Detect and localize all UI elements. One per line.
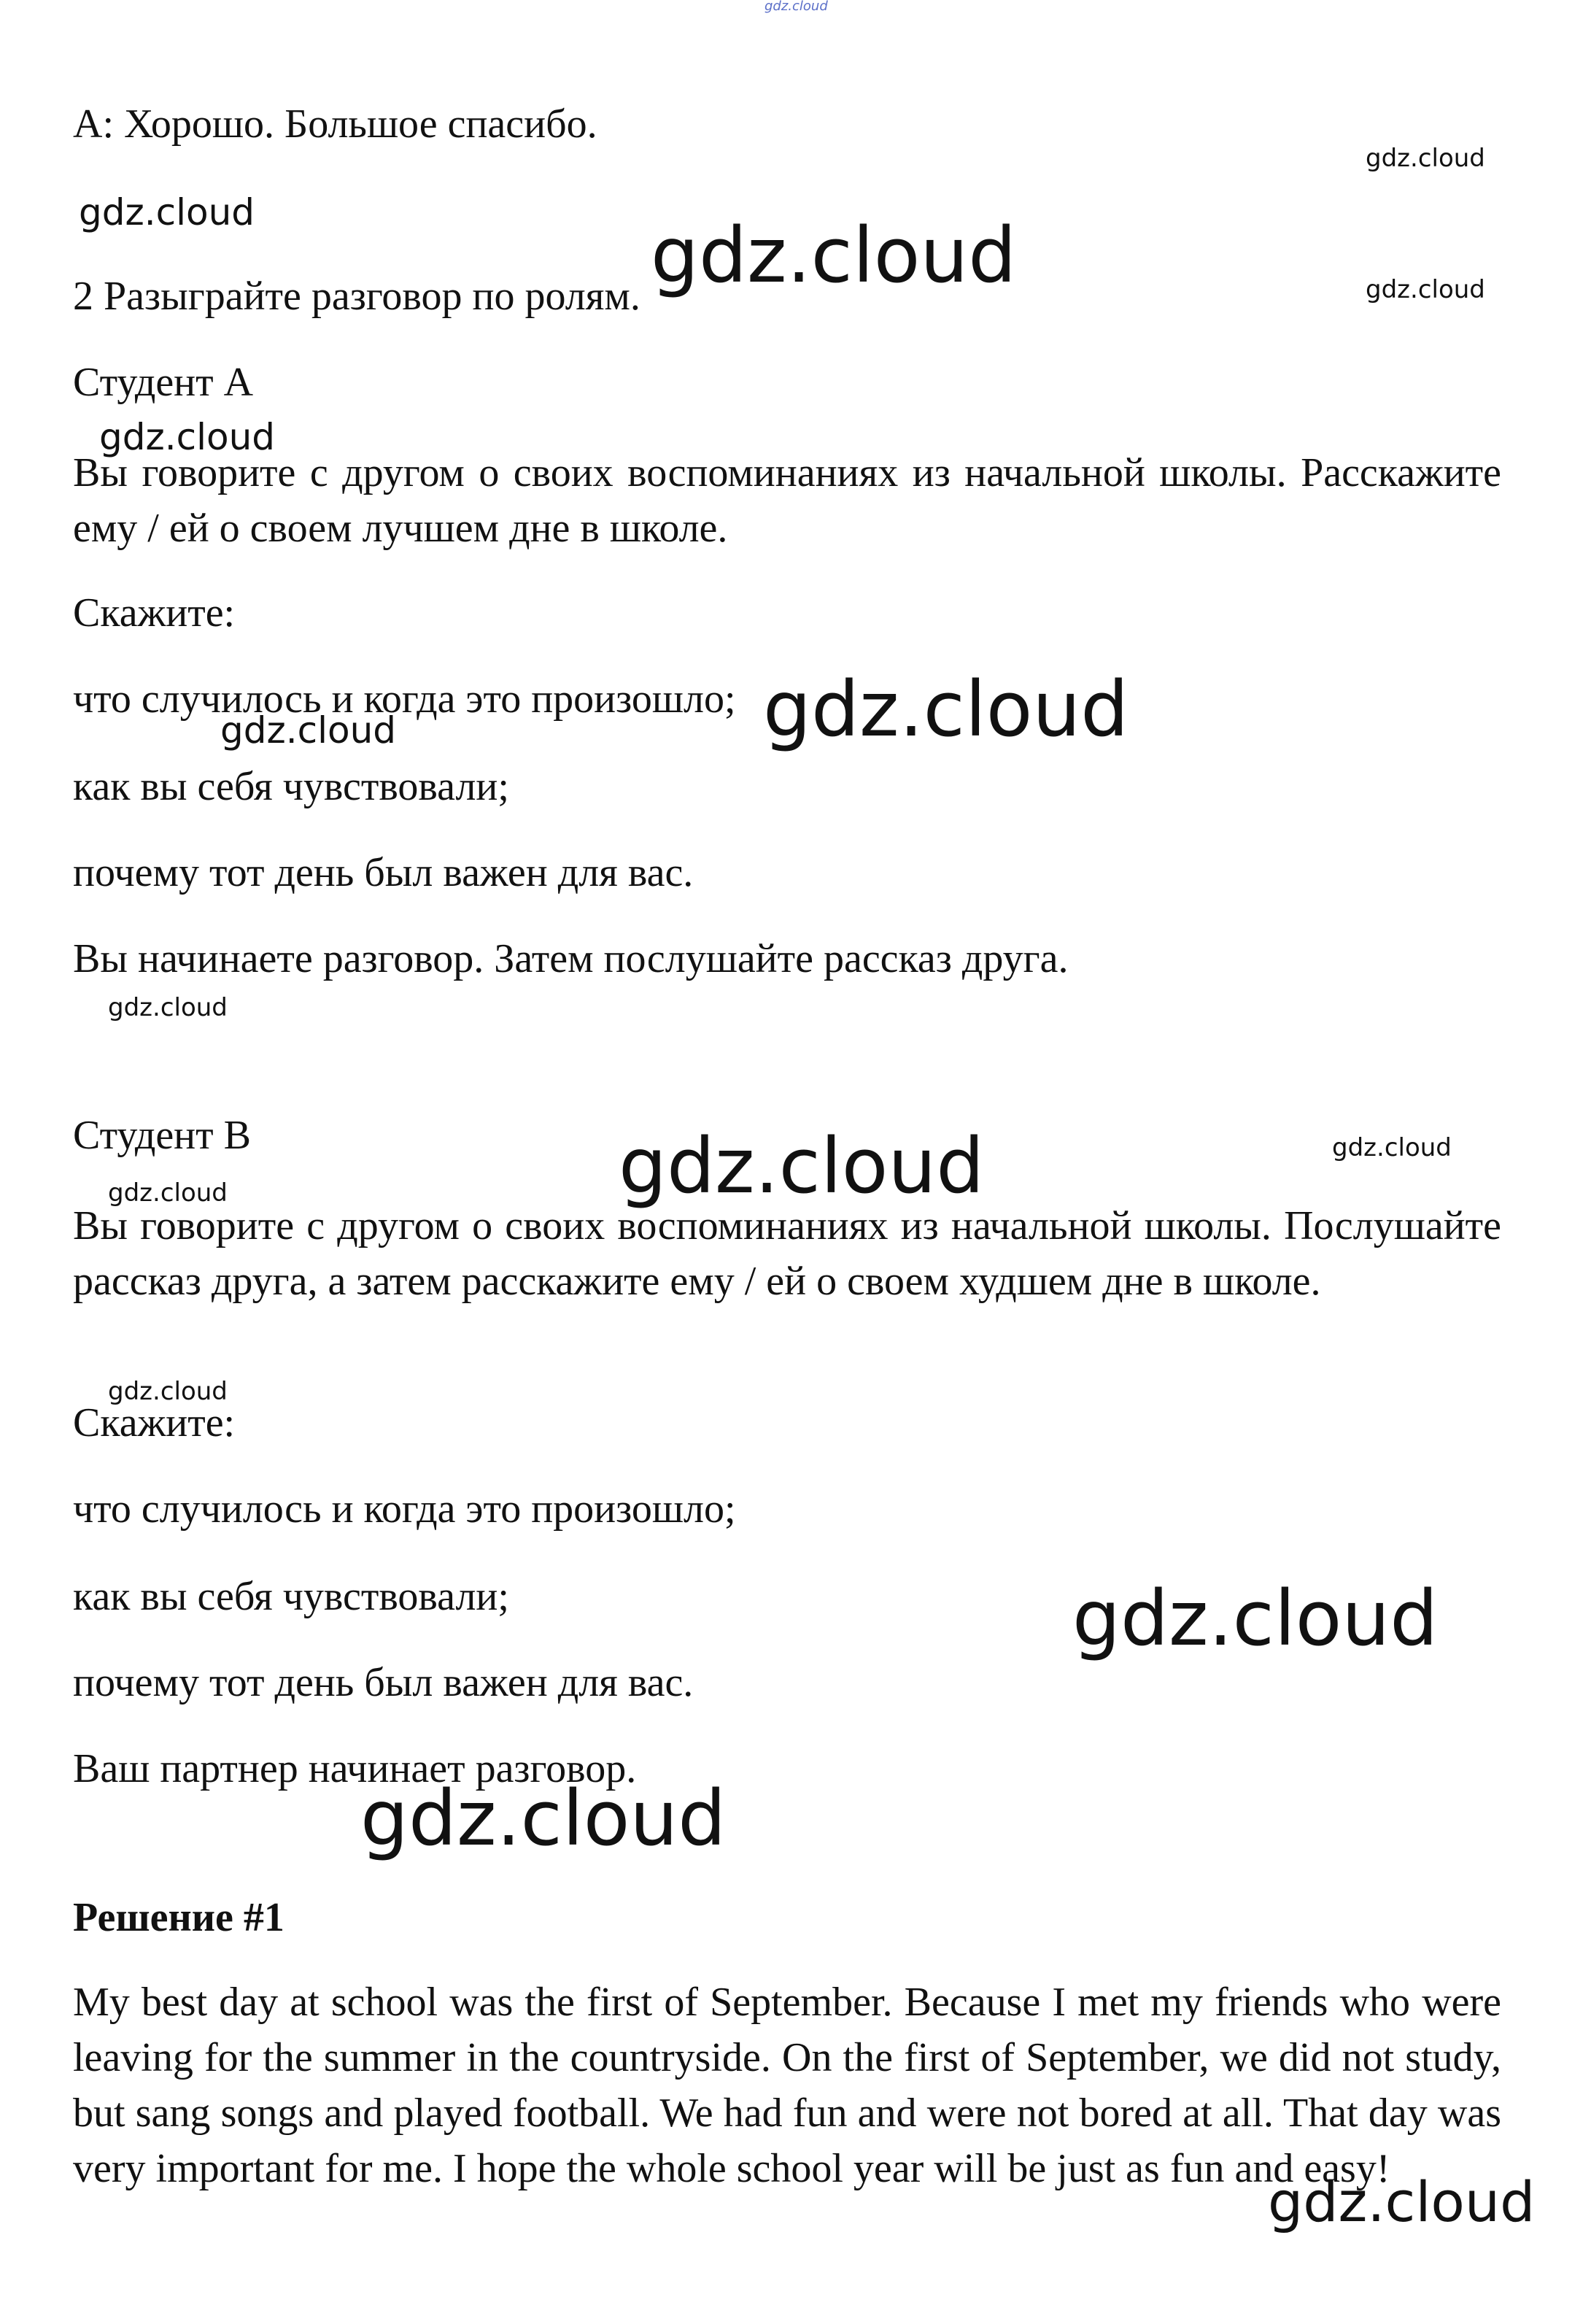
watermark: gdz.cloud [220, 709, 397, 752]
student-a-say-label: Скажите: [73, 590, 236, 636]
watermark: gdz.cloud [108, 993, 228, 1022]
solution-text: My best day at school was the first of September. Because I met my friends who were leaving for the summer in the countryside. On the first of September, we did not study, but sang songs and played football. We had fun and were not bored at all. That day was very important for me. I hope the whole school year will be just as fun and easy! [73, 1980, 1501, 2191]
watermark: gdz.cloud [651, 211, 1017, 300]
watermark: gdz.cloud [1366, 144, 1485, 173]
watermark: gdz.cloud [360, 1774, 727, 1863]
student-b-point-1: что случилось и когда это произошло; [73, 1486, 736, 1532]
task-heading: 2 Разыграйте разговор по ролям. [73, 274, 640, 319]
dialogue-line-a: А: Хорошо. Большое спасибо. [73, 101, 597, 147]
watermark: gdz.cloud [108, 1377, 228, 1406]
header-watermark: gdz.cloud [764, 0, 828, 14]
student-b-point-2: как вы себя чувствовали; [73, 1574, 509, 1619]
student-a-point-3: почему тот день был важен для вас. [73, 850, 694, 895]
watermark: gdz.cloud [79, 191, 255, 233]
student-b-start-note: Ваш партнер начинает разговор. [73, 1746, 637, 1791]
watermark: gdz.cloud [1366, 275, 1485, 304]
student-b-say-label: Скажите: [73, 1400, 236, 1445]
student-a-heading: Студент А [73, 360, 254, 405]
watermark: gdz.cloud [99, 416, 276, 458]
solution-heading: Решение #1 [73, 1895, 284, 1940]
watermark: gdz.cloud [1268, 2169, 1536, 2234]
watermark: gdz.cloud [619, 1122, 985, 1211]
student-b-point-3: почему тот день был важен для вас. [73, 1660, 694, 1705]
student-a-point-1: что случилось и когда это произошло; [73, 676, 736, 722]
student-a-point-2: как вы себя чувствовали; [73, 764, 509, 809]
student-a-start-note: Вы начинаете разговор. Затем послушайте рассказ друга. [73, 936, 1069, 981]
watermark: gdz.cloud [763, 665, 1129, 754]
student-a-instructions: Вы говорите с другом о своих воспоминаниях из начальной школы. Расскажите ему / ей о своем лучшем дне в школе. [73, 450, 1501, 551]
watermark: gdz.cloud [1332, 1133, 1452, 1162]
student-b-instructions: Вы говорите с другом о своих воспоминаниях из начальной школы. Послушайте рассказ друга, а затем расскажите ему / ей о своем худшем дне в школе. [73, 1203, 1501, 1304]
watermark: gdz.cloud [1072, 1574, 1439, 1663]
student-b-heading: Студент В [73, 1113, 251, 1158]
watermark: gdz.cloud [108, 1178, 228, 1208]
